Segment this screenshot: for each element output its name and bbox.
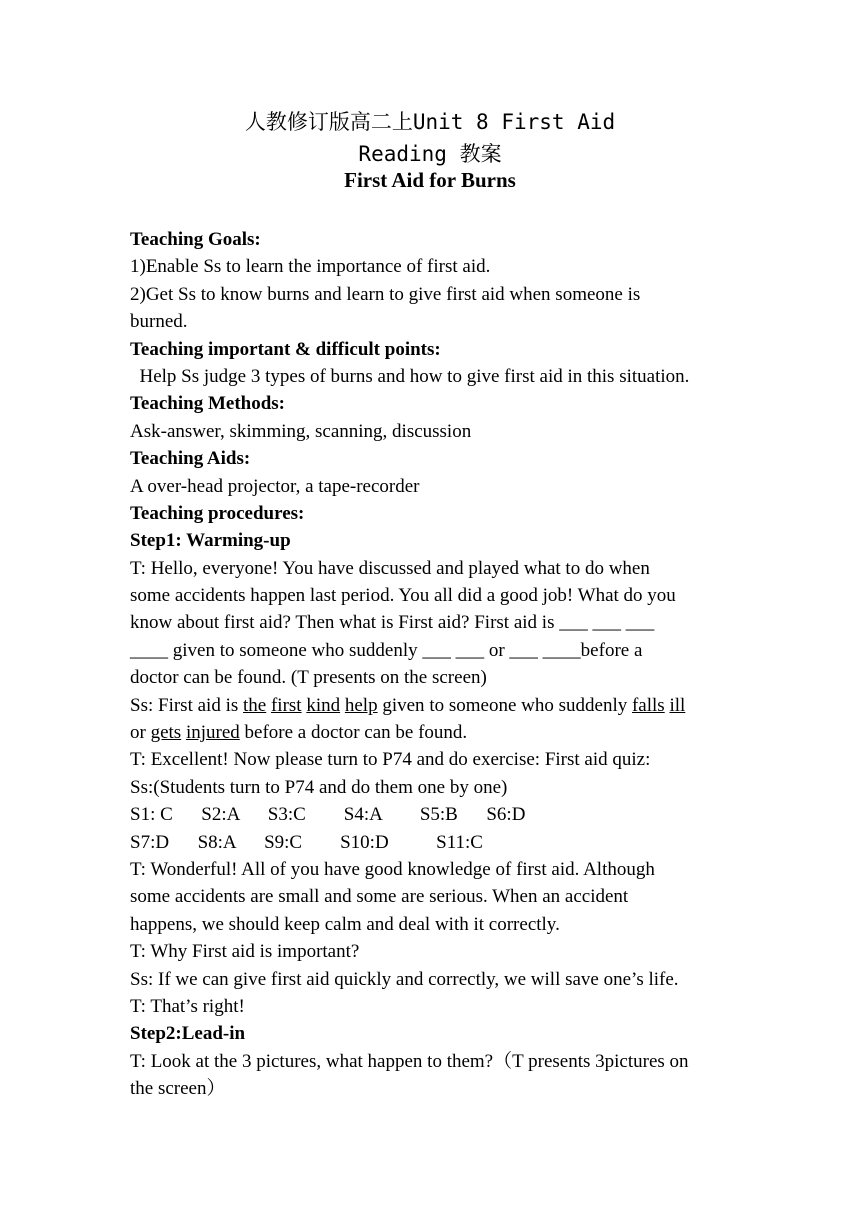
text-line: T: Why First aid is important? [130, 941, 360, 963]
text-line: T: Excellent! Now please turn to P74 and do exercise: First aid quiz: [130, 749, 651, 771]
text-line: A over-head projector, a tape-recorder [130, 475, 420, 497]
section-heading: Teaching important & difficult points: [130, 338, 441, 360]
text-line: Ss: If we can give first aid quickly and correctly, we will save one’s life. [130, 968, 679, 990]
text-line: 1)Enable Ss to learn the importance of first aid. [130, 256, 491, 278]
text-line: S7:D S8:A S9:C S10:D S11:C [130, 831, 483, 853]
text-line: T: Wonderful! All of you have good knowledge of first aid. Although [130, 858, 655, 880]
doc-body [130, 226, 730, 1103]
doc-title-line1: 人教修订版高二上Unit 8 First Aid [244, 110, 616, 134]
text-line: Ss: First aid is the first kind help given to someone who suddenly falls ill [130, 694, 686, 716]
text-line: some accidents are small and some are serious. When an accident [130, 886, 629, 908]
text-line: the screen） [130, 1078, 226, 1100]
text-line: some accidents happen last period. You all did a good job! What do you [130, 585, 676, 607]
section-heading: Step1: Warming-up [130, 530, 291, 552]
text-line: know about first aid? Then what is First aid? First aid is ___ ___ ___ [130, 612, 655, 634]
text-line: T: That’s right! [130, 995, 245, 1017]
text-line: T: Hello, everyone! You have discussed and played what to do when [130, 557, 650, 579]
section-heading: Teaching Methods: [130, 393, 286, 415]
section-heading: Step2:Lead-in [130, 1023, 246, 1045]
text-line: ____ given to someone who suddenly ___ ___ or ___ ____before a [130, 639, 643, 661]
doc-title-line3: First Aid for Burns [344, 168, 516, 192]
text-line: doctor can be found. (T presents on the screen) [130, 667, 487, 689]
section-heading: Teaching Goals: [130, 229, 261, 250]
text-line: or gets injured before a doctor can be found. [130, 722, 468, 744]
text-line: burned. [130, 311, 188, 333]
section-heading: Teaching Aids: [130, 448, 251, 470]
section-heading: Teaching procedures: [130, 502, 305, 524]
doc-title-line2: Reading 教案 [358, 142, 502, 166]
text-line: Help Ss judge 3 types of burns and how to give first aid in this situation. [130, 365, 690, 387]
text-line: Ask-answer, skimming, scanning, discussion [130, 420, 472, 442]
text-line: Ss:(Students turn to P74 and do them one by one) [130, 776, 508, 798]
text-line: 2)Get Ss to know burns and learn to give first aid when someone is [130, 283, 641, 305]
text-line: T: Look at the 3 pictures, what happen to them?（T presents 3pictures on [130, 1050, 689, 1072]
text-line: happens, we should keep calm and deal with it correctly. [130, 913, 560, 935]
text-line: S1: C S2:A S3:C S4:A S5:B S6:D [130, 804, 526, 826]
